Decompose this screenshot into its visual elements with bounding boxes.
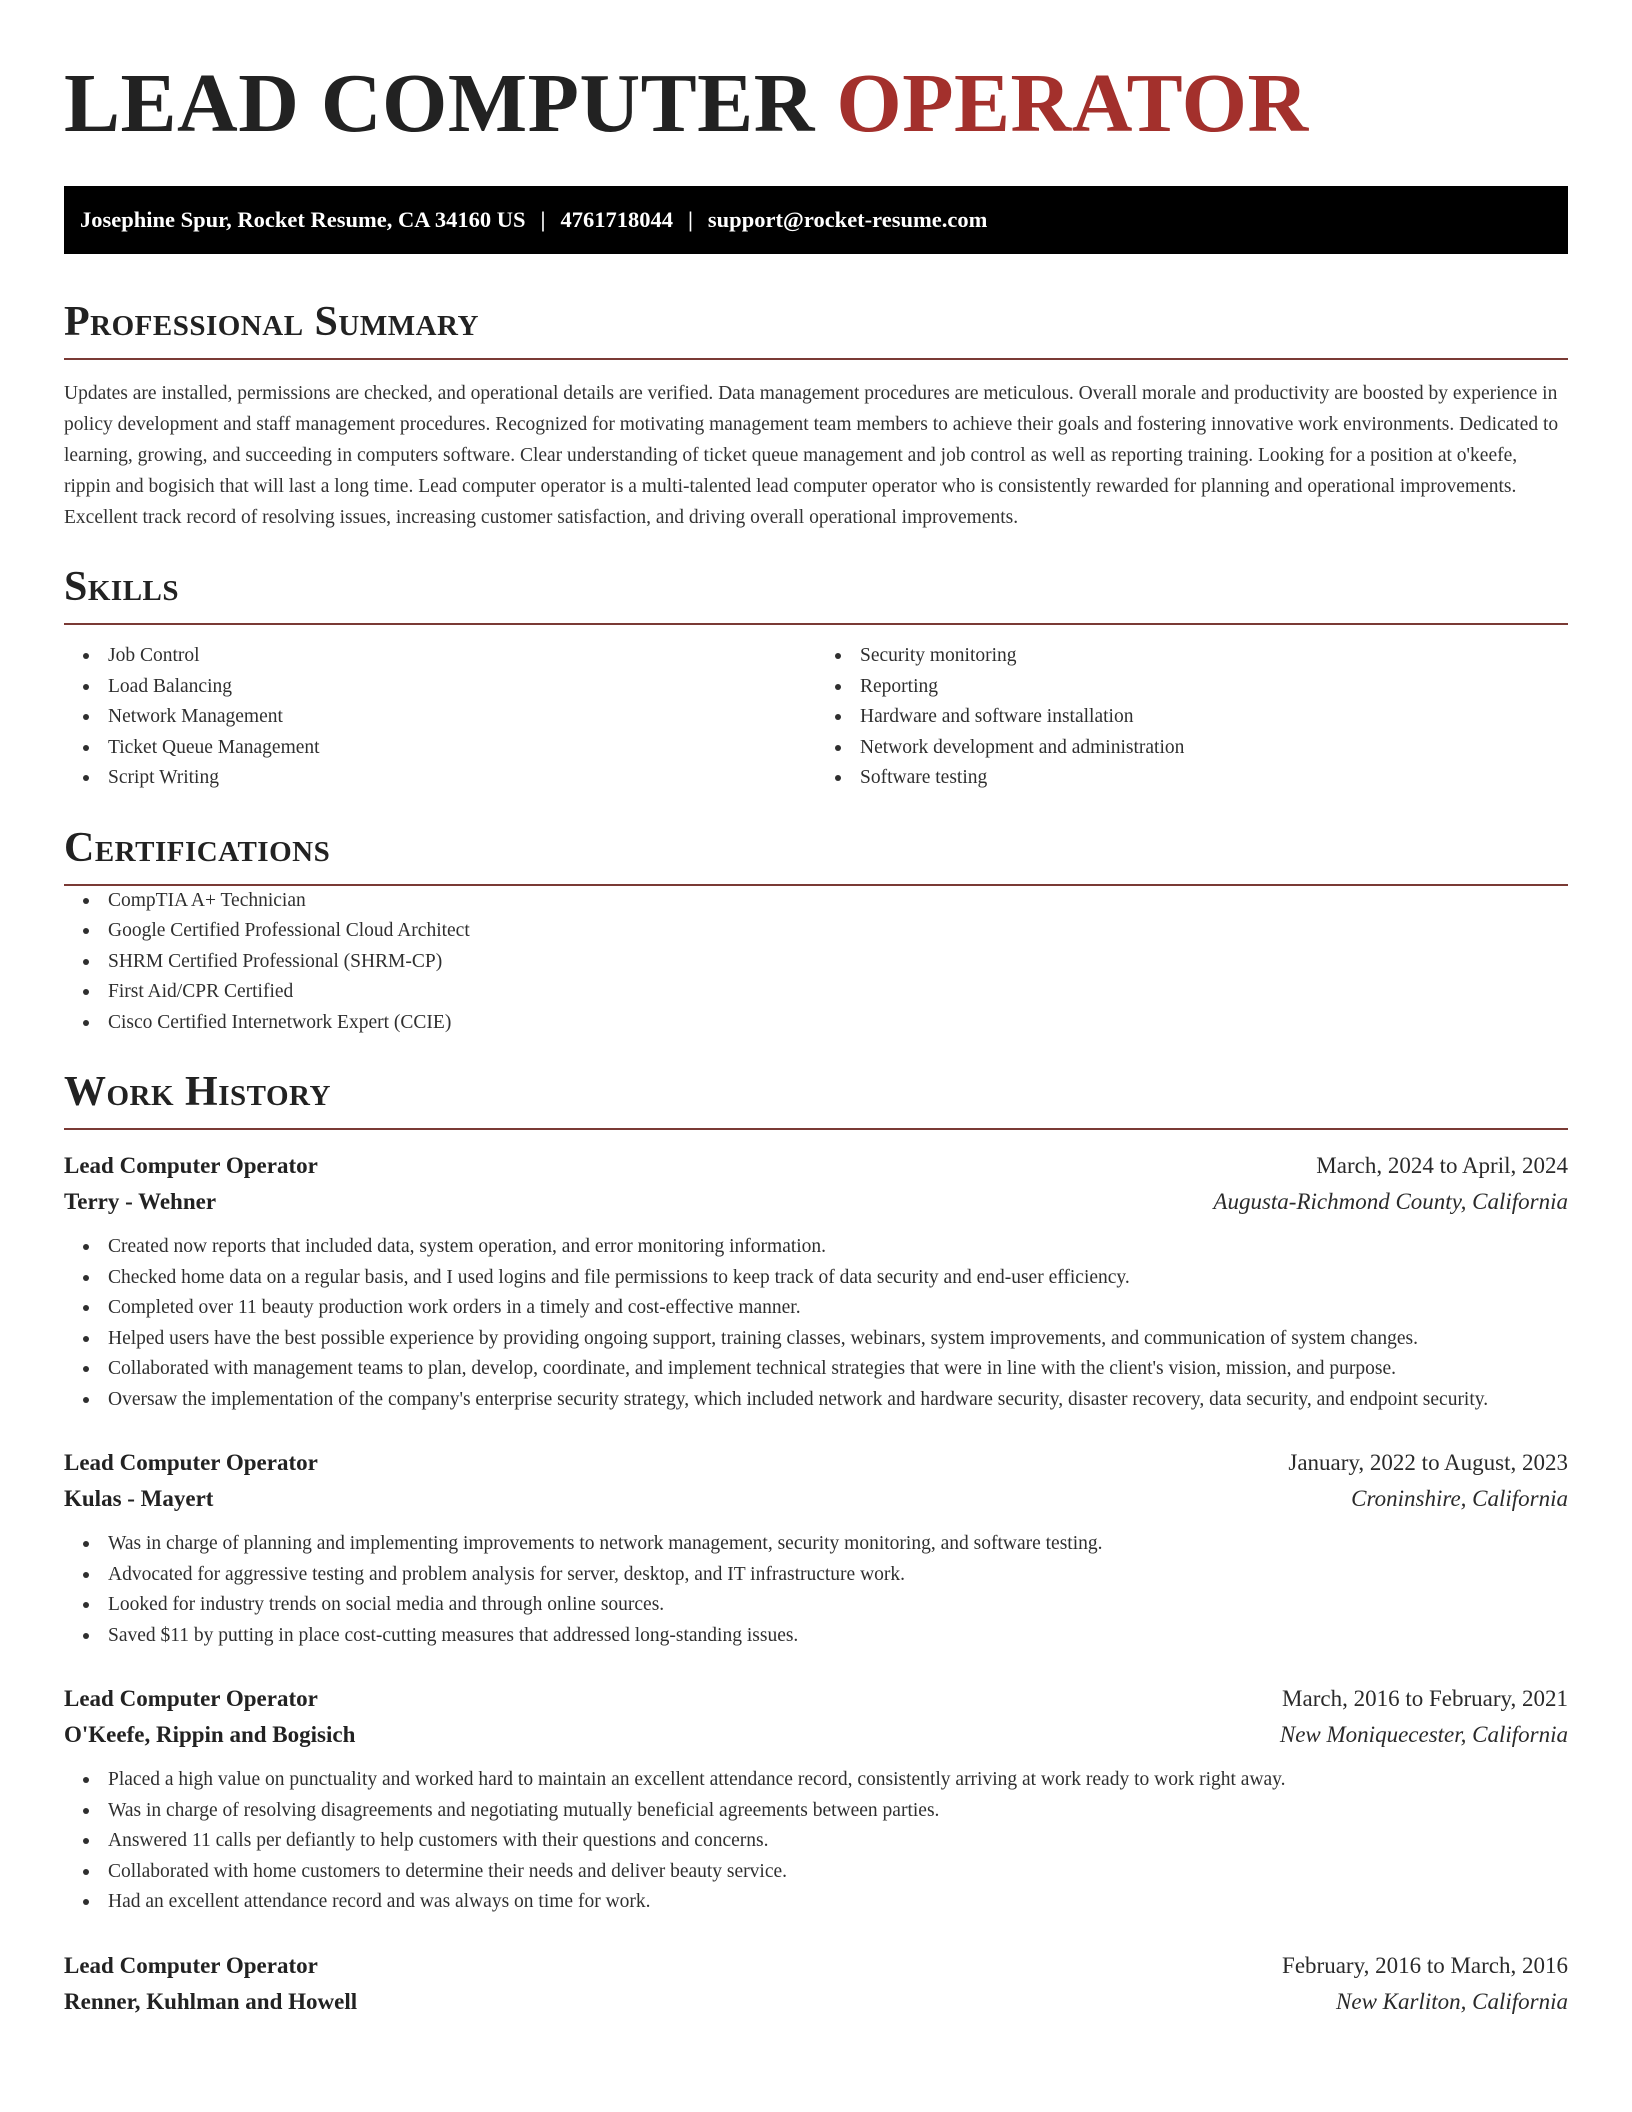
skill-item: Script Writing [64, 763, 816, 794]
job-entry [64, 1148, 1568, 1415]
job-dates: March, 2024 to April, 2024 [1316, 1153, 1568, 1178]
job-header-row [64, 1681, 1568, 1717]
job-duty: Collaborated with home customers to determine their needs and deliver beauty service. [64, 1857, 1568, 1888]
certifications-list [64, 886, 1568, 1039]
work-history-heading: Work History [64, 1066, 1568, 1130]
job-duty: Created now reports that included data, system operation, and error monitoring information. [64, 1232, 1568, 1263]
page-title [64, 0, 1568, 152]
job-company-row [64, 1184, 1568, 1220]
job-title: Lead Computer Operator [64, 1686, 318, 1711]
job-dates: February, 2016 to March, 2016 [1282, 1952, 1568, 1978]
job-location: New Karliton, California [1336, 1988, 1568, 2014]
job-location: Augusta-Richmond County, California [1213, 1189, 1568, 1214]
job-duty: Checked home data on a regular basis, and I used logins and file permissions to keep track of data security and end-user efficiency. [64, 1263, 1568, 1294]
certification-item: Google Certified Professional Cloud Architect [64, 916, 1568, 947]
skill-item: Security monitoring [816, 641, 1568, 672]
job-duty: Advocated for aggressive testing and problem analysis for server, desktop, and IT infrastructure work. [64, 1560, 1568, 1591]
job-title: Lead Computer Operator [64, 1450, 318, 1475]
skills-list [64, 641, 1568, 794]
job-company-row [64, 1481, 1568, 1517]
job-dates: March, 2016 to February, 2021 [1282, 1686, 1568, 1711]
title-main: LEAD COMPUTER [64, 57, 837, 150]
job-company: Renner, Kuhlman and Howell [64, 1988, 358, 2014]
job-duties-list [64, 1232, 1568, 1415]
job-duty: Helped users have the best possible experience by providing ongoing support, training classes, webinars, system improvements, and communication of system changes. [64, 1324, 1568, 1355]
skill-item: Ticket Queue Management [64, 733, 816, 764]
job-header-row [64, 1445, 1568, 1481]
job-company-row [64, 1717, 1568, 1753]
job-company-row [64, 1984, 1568, 2020]
job-title: Lead Computer Operator [64, 1153, 318, 1178]
certification-item: Cisco Certified Internetwork Expert (CCIE) [64, 1008, 1568, 1039]
job-header-row [64, 1948, 1568, 1984]
contact-separator: | [540, 207, 546, 232]
job-duty: Was in charge of planning and implementing improvements to network management, security monitoring, and software testing. [64, 1529, 1568, 1560]
job-duty: Was in charge of resolving disagreements and negotiating mutually beneficial agreements between parties. [64, 1796, 1568, 1827]
job-duty: Completed over 11 beauty production work orders in a timely and cost-effective manner. [64, 1293, 1568, 1324]
job-entry [64, 1681, 1568, 1918]
skills-heading: Skills [64, 561, 1568, 625]
job-duties-list [64, 1529, 1568, 1651]
certification-item: SHRM Certified Professional (SHRM-CP) [64, 947, 1568, 978]
job-header-row [64, 1148, 1568, 1184]
certification-item: First Aid/CPR Certified [64, 977, 1568, 1008]
job-company: Kulas - Mayert [64, 1486, 214, 1511]
certifications-heading: Certifications [64, 822, 1568, 886]
contact-separator: | [687, 207, 693, 232]
job-dates: January, 2022 to August, 2023 [1288, 1450, 1568, 1475]
certification-item: CompTIA A+ Technician [64, 886, 1568, 917]
contact-address: Josephine Spur, Rocket Resume, CA 34160 US [80, 207, 526, 232]
job-duties-list [64, 1765, 1568, 1918]
summary-text: Updates are installed, permissions are checked, and operational details are verified. Data management procedures are meticulous. Overall morale and productivity are boosted by experience in policy development and staff management procedures. Recognized for motivating management team members to achieve their goals and fostering innovative work environments. Dedicated to learning, growing, and succeeding in computers software. Clear understanding of ticket queue management and job control as well as reporting training. Looking for a position at o'keefe, rippin and bogisich that will last a long time. Lead computer operator is a multi-talented lead computer operator who is consistently rewarded for planning and operational improvements. Excellent track record of resolving issues, increasing customer satisfaction, and driving overall operational improvements. [64, 383, 1559, 528]
skill-item: Job Control [64, 641, 816, 672]
job-entry [64, 1445, 1568, 1651]
job-duty: Oversaw the implementation of the company's enterprise security strategy, which included network and hardware security, disaster recovery, data security, and endpoint security. [64, 1385, 1568, 1416]
skill-item: Hardware and software installation [816, 702, 1568, 733]
contact-phone[interactable]: 4761718044 [560, 207, 673, 232]
job-title: Lead Computer Operator [64, 1952, 318, 1978]
job-duty: Looked for industry trends on social media and through online sources. [64, 1590, 1568, 1621]
title-accent: OPERATOR [836, 57, 1309, 150]
contact-email[interactable]: support@rocket-resume.com [707, 207, 988, 232]
summary-heading: Professional Summary [64, 296, 1568, 360]
job-entry [64, 1948, 1568, 2020]
skill-item: Load Balancing [64, 672, 816, 703]
job-company: Terry - Wehner [64, 1189, 217, 1214]
job-duty: Answered 11 calls per defiantly to help customers with their questions and concerns. [64, 1826, 1568, 1857]
job-duty: Had an excellent attendance record and was always on time for work. [64, 1887, 1568, 1918]
contact-bar [64, 186, 1568, 254]
skills-column-right [816, 641, 1568, 794]
skills-column-left [64, 641, 816, 794]
skill-item: Network development and administration [816, 733, 1568, 764]
job-duty: Collaborated with management teams to plan, develop, coordinate, and implement technical strategies that were in line with the client's vision, mission, and purpose. [64, 1354, 1568, 1385]
job-location: Croninshire, California [1351, 1486, 1568, 1511]
job-company: O'Keefe, Rippin and Bogisich [64, 1722, 356, 1747]
job-location: New Moniquecester, California [1279, 1722, 1568, 1747]
job-duty: Placed a high value on punctuality and worked hard to maintain an excellent attendance record, consistently arriving at work ready to work right away. [64, 1765, 1568, 1796]
skill-item: Reporting [816, 672, 1568, 703]
skill-item: Network Management [64, 702, 816, 733]
skill-item: Software testing [816, 763, 1568, 794]
job-duty: Saved $11 by putting in place cost-cutting measures that addressed long-standing issues. [64, 1621, 1568, 1652]
